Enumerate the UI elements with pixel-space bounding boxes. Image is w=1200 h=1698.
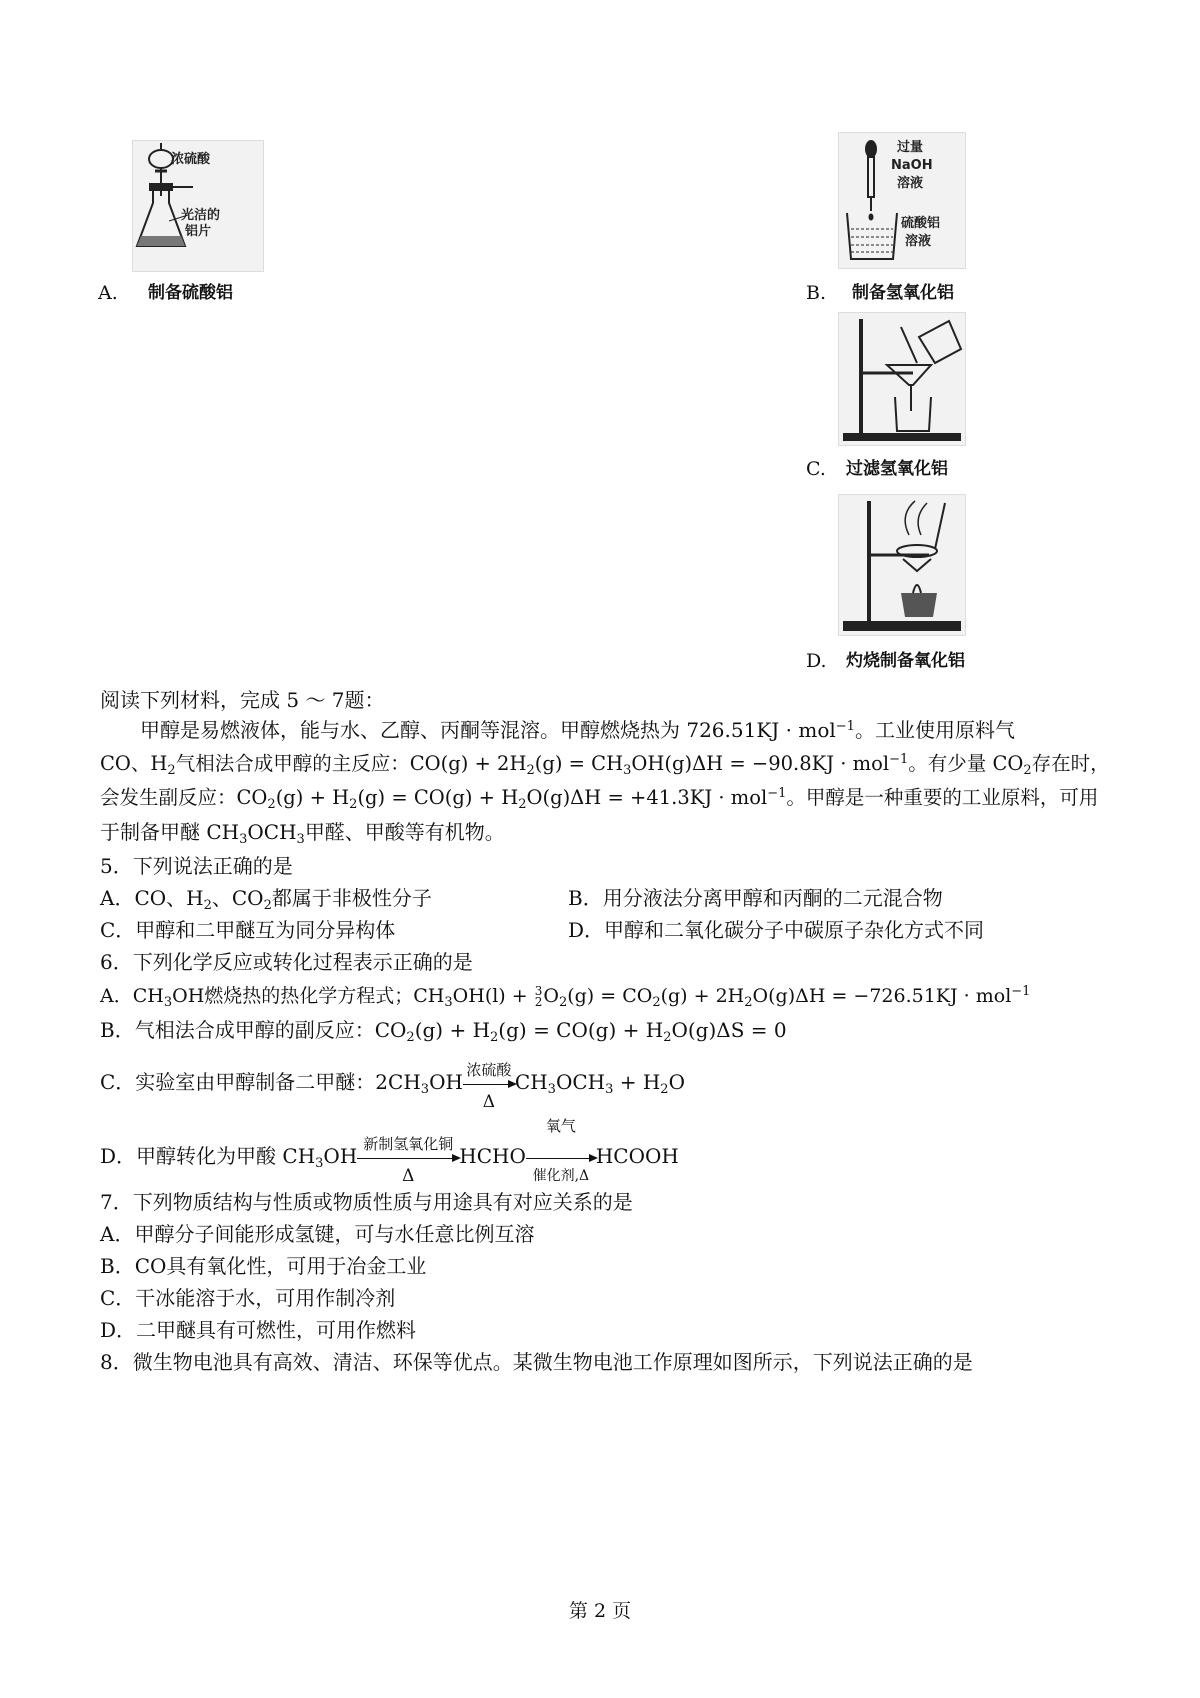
material-paragraph-line-3: 会发生副反应：$CO_2(g) + H_2(g) = CO(g) + H_2O(g)\Delta H = +41.3KJ \cdot mol^{-1}$。甲醇是一种重要的工业原料，可用: [100, 786, 1099, 812]
material-paragraph-line-4: 于制备甲醚 $CH_3OCH_3$甲醛、甲酸等有机物。: [100, 820, 505, 847]
reaction-arrow-c: 浓硫酸 Δ: [463, 1082, 515, 1085]
q5-option-b: B．用分液法分离甲醇和丙酮的二元混合物: [568, 886, 943, 910]
reaction-arrow-d2: 氧气 催化剂,Δ: [526, 1156, 596, 1159]
q6-stem: 6．下列化学反应或转化过程表示正确的是: [100, 950, 473, 974]
q6-option-c: C．实验室由甲醇制备二甲醚：$2CH_3OH$ 浓硫酸 Δ $CH_3OCH_3 + H_2O$: [100, 1061, 685, 1112]
reaction-arrow-d1: 新制氢氧化铜 Δ: [357, 1156, 459, 1159]
q6-option-b: B．气相法合成甲醇的副反应：$CO_2(g) + H_2(g) = CO(g) + H_2O(g)\Delta S = 0$: [100, 1018, 787, 1045]
figure-c-letter: C.: [806, 458, 826, 480]
q5-stem: 5．下列说法正确的是: [100, 854, 293, 878]
fraction-three-halves: 3 2: [534, 984, 543, 1009]
q7-option-c: C．干冰能溶于水，可用作制冷剂: [100, 1286, 396, 1310]
figure-a-caption: 制备硫酸铝: [148, 283, 233, 303]
label-shiny: 光洁的: [181, 208, 221, 223]
figure-b-apparatus: [838, 132, 966, 269]
q5-option-d: D．甲醇和二氧化碳分子中碳原子杂化方式不同: [568, 918, 985, 942]
page-number: 第 2 页: [568, 1600, 632, 1622]
label-solution-2: 溶液: [905, 234, 932, 249]
figure-b-caption: 制备氢氧化铝: [852, 283, 954, 303]
q6-option-a: A．$CH_3OH$燃烧热的热化学方程式；$CH_3OH(l)$ + 3 2 $O_2(g) = CO_2(g) + 2H_2O(g)\Delta H = -726.51KJ \cdot mol^{-1}$: [100, 984, 1031, 1010]
material-paragraph-line-1: 甲醇是易燃液体，能与水、乙醇、丙酮等混溶。甲醇燃烧热为 726.51KJ · mol$^{-1}$。工业使用原料气: [140, 718, 1015, 742]
label-naoh: NaOH: [891, 158, 933, 173]
figure-a-apparatus: [132, 140, 264, 272]
material-paragraph-line-2: CO、$H_2$气相法合成甲醇的主反应：$CO(g) + 2H_2(g) = CH_3OH(g)\Delta H = -90.8KJ \cdot mol^{-1}$。有少量 $CO_2$存在时，: [100, 752, 1110, 778]
figure-b-letter: B.: [806, 282, 827, 304]
q7-option-d: D．二甲醚具有可燃性，可用作燃料: [100, 1318, 417, 1342]
q5-option-c: C．甲醇和二甲醚互为同分异构体: [100, 918, 396, 942]
label-solution-1: 溶液: [897, 176, 924, 191]
q7-option-a: A．甲醇分子间能形成氢键，可与水任意比例互溶: [100, 1222, 535, 1246]
label-excess: 过量: [897, 140, 924, 155]
figure-a-letter: A.: [98, 282, 118, 304]
figure-c-apparatus: [838, 312, 966, 446]
material-intro: 阅读下列材料，完成 5 ～ 7题：: [100, 688, 385, 712]
label-aluminum-sheet: 铝片: [185, 224, 212, 239]
q7-option-b: B．CO具有氧化性，可用于冶金工业: [100, 1254, 427, 1278]
label-aluminum-sulfate: 硫酸铝: [901, 216, 941, 231]
q6-option-d: D．甲醇转化为甲酸 $CH_3OH$ 新制氢氧化铜 Δ HCHO 氧气 催化剂,Δ HCOOH: [100, 1117, 679, 1186]
figure-d-apparatus: [838, 494, 966, 636]
q5-option-a: A．CO、$H_2$、$CO_2$都属于非极性分子: [100, 886, 432, 913]
label-conc-sulfuric-acid: 浓硫酸: [171, 152, 211, 167]
figure-d-caption: 灼烧制备氧化铝: [846, 651, 965, 671]
q8-stem: 8．微生物电池具有高效、清洁、环保等优点。某微生物电池工作原理如图所示，下列说法正确的是: [100, 1350, 973, 1374]
q7-stem: 7．下列物质结构与性质或物质性质与用途具有对应关系的是: [100, 1190, 633, 1214]
figure-c-caption: 过滤氢氧化铝: [846, 459, 948, 479]
figure-d-letter: D.: [806, 650, 827, 672]
